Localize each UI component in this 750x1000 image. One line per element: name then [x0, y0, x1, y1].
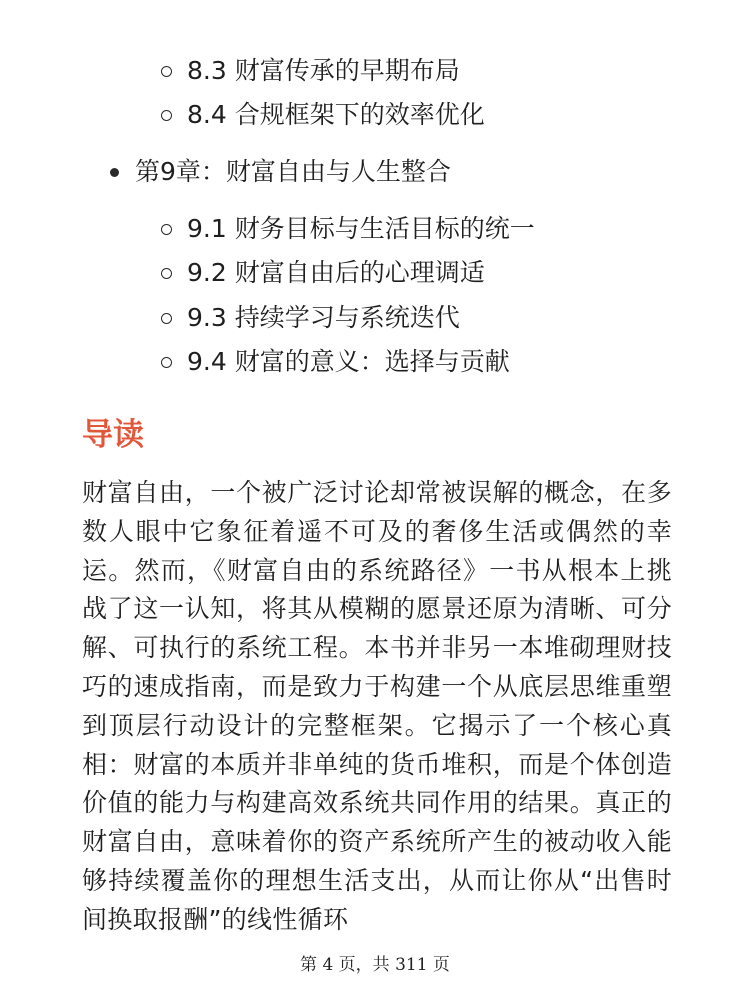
outline-item-label: 9.4 财富的意义：选择与贡献: [187, 347, 510, 376]
outline-item-9-4: [161, 340, 510, 384]
outline-item-9-3: [161, 296, 460, 340]
outline-item-8-4: [161, 93, 485, 137]
outline-item-8-3: [161, 49, 460, 93]
circle-bullet-icon: [161, 357, 172, 368]
circle-bullet-icon: [161, 224, 172, 235]
disc-bullet-icon: [110, 168, 119, 177]
section-heading-intro: 导读: [82, 417, 144, 453]
circle-bullet-icon: [161, 66, 172, 77]
outline-item-label: 8.4 合规框架下的效率优化: [187, 100, 485, 129]
circle-bullet-icon: [161, 268, 172, 279]
circle-bullet-icon: [161, 110, 172, 121]
circle-bullet-icon: [161, 313, 172, 324]
page-number-footer: 第 4 页，共 311 页: [300, 955, 450, 975]
outline-chapter-9: [110, 150, 451, 194]
outline-item-label: 9.2 财富自由后的心理调适: [187, 258, 485, 287]
outline-item-label: 9.3 持续学习与系统迭代: [187, 303, 460, 332]
outline-item-label: 9.1 财务目标与生活目标的统一: [187, 214, 535, 243]
chapter-title: 第9章：财富自由与人生整合: [135, 157, 451, 186]
outline-item-label: 8.3 财富传承的早期布局: [187, 56, 460, 85]
outline-item-9-1: [161, 207, 535, 251]
intro-paragraph: 财富自由，一个被广泛讨论却常被误解的概念，在多数人眼中它象征着遥不可及的奢侈生活或偶然的幸运。然而，《财富自由的系统路径》一书从根本上挑战了这一认知，将其从模糊的愿景还原为清晰、可分解、可执行的系统工程。本书并非另一本堆砌理财技巧的速成指南，而是致力于构建一个从底层思维重塑到顶层行动设计的完整框架。它揭示了一个核心真相：财富的本质并非单纯的货币堆积，而是个体创造价值的能力与构建高效系统共同作用的结果。真正的财富自由，意味着你的资产系统所产生的被动收入能够持续覆盖你的理想生活支出，从而让你从“出售时间换取报酬”的线性循环: [82, 478, 672, 934]
outline-item-9-2: [161, 251, 485, 295]
